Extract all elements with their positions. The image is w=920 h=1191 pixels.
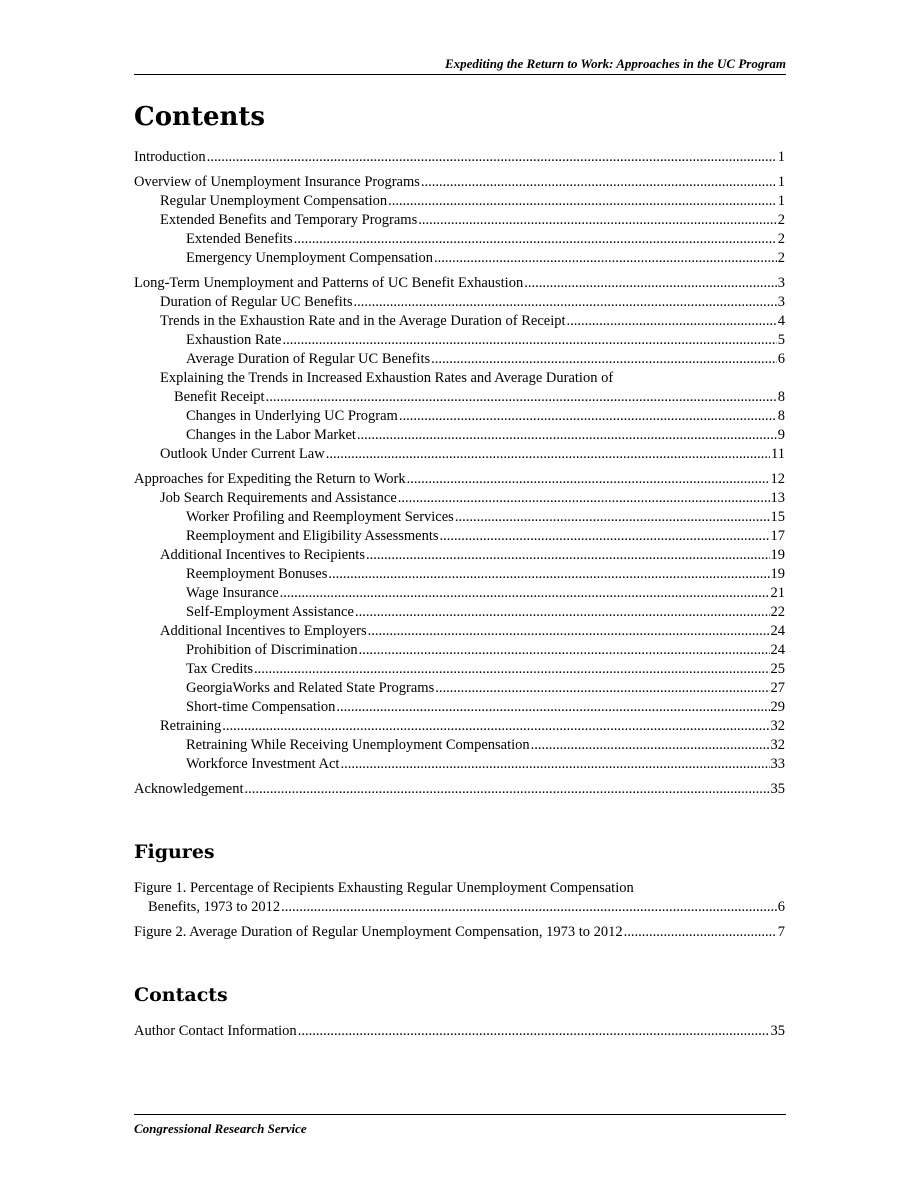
toc-entry[interactable]: Reemployment Bonuses ..... 19 xyxy=(134,565,785,584)
page-number: 9 xyxy=(777,427,785,443)
toc-entry[interactable]: Extended Benefits and Temporary Programs ..... 2 xyxy=(134,211,785,230)
page-number: 2 xyxy=(777,231,785,247)
page-number: 6 xyxy=(777,351,785,367)
document-body xyxy=(134,100,785,1041)
toc-entry[interactable]: Self-Employment Assistance ..... 22 xyxy=(134,603,785,622)
toc-entry[interactable]: Trends in the Exhaustion Rate and in the Average Duration of Receipt ..... 4 xyxy=(134,312,785,331)
page-number: 3 xyxy=(777,275,785,291)
page-number: 33 xyxy=(770,756,785,772)
toc-entry[interactable]: Exhaustion Rate ..... 5 xyxy=(134,331,785,350)
toc-entry[interactable]: Approaches for Expediting the Return to Work ..... 12 xyxy=(134,470,785,489)
page-number: 8 xyxy=(777,389,785,405)
figure-entry[interactable]: Figure 2. Average Duration of Regular Unemployment Compensation, 1973 to 2012 ..... 7 xyxy=(134,923,785,942)
toc-entry[interactable]: Changes in the Labor Market ..... 9 xyxy=(134,426,785,445)
toc-entry[interactable]: Short-time Compensation ..... 29 xyxy=(134,698,785,717)
running-header: Expediting the Return to Work: Approaches in the UC Program xyxy=(134,56,786,75)
page-number: 13 xyxy=(770,490,785,506)
contacts-heading: Contacts xyxy=(134,984,228,1006)
page-number: 1 xyxy=(777,174,785,190)
toc-entry[interactable]: Additional Incentives to Recipients ..... 19 xyxy=(134,546,785,565)
toc-entry[interactable]: Retraining While Receiving Unemployment Compensation ..... 32 xyxy=(134,736,785,755)
contents-list xyxy=(134,148,785,799)
toc-entry[interactable]: Additional Incentives to Employers ..... 24 xyxy=(134,622,785,641)
toc-entry[interactable]: Long-Term Unemployment and Patterns of UC Benefit Exhaustion ..... 3 xyxy=(134,274,785,293)
contact-entry[interactable]: Author Contact Information ..... 35 xyxy=(134,1022,785,1041)
page-number: 19 xyxy=(770,547,785,563)
toc-entry[interactable]: Changes in Underlying UC Program ..... 8 xyxy=(134,407,785,426)
toc-entry[interactable]: Duration of Regular UC Benefits ..... 3 xyxy=(134,293,785,312)
page-number: 7 xyxy=(777,924,785,940)
toc-entry[interactable]: Introduction ..... 1 xyxy=(134,148,785,167)
page-number: 25 xyxy=(770,661,785,677)
toc-entry[interactable]: Worker Profiling and Reemployment Services ..... 15 xyxy=(134,508,785,527)
page-number: 19 xyxy=(770,566,785,582)
toc-entry[interactable]: Overview of Unemployment Insurance Programs ..... 1 xyxy=(134,173,785,192)
page-number: 4 xyxy=(777,313,785,329)
toc-entry[interactable]: Outlook Under Current Law ..... 11 xyxy=(134,445,785,464)
page-number: 1 xyxy=(777,193,785,209)
toc-entry[interactable]: Extended Benefits ..... 2 xyxy=(134,230,785,249)
figures-list xyxy=(134,879,785,942)
toc-entry[interactable]: Average Duration of Regular UC Benefits ..... 6 xyxy=(134,350,785,369)
page-number: 27 xyxy=(770,680,785,696)
toc-entry[interactable]: GeorgiaWorks and Related State Programs ..... 27 xyxy=(134,679,785,698)
page-number: 12 xyxy=(770,471,785,487)
contacts-list xyxy=(134,1022,785,1041)
page-number: 8 xyxy=(777,408,785,424)
page-number: 5 xyxy=(777,332,785,348)
page-number: 35 xyxy=(770,1023,785,1039)
figure-entry[interactable]: Figure 1. Percentage of Recipients Exhausting Regular Unemployment Compensation Benefits, 1973 to 2012 ..... 6 xyxy=(134,879,785,917)
toc-entry[interactable]: Wage Insurance ..... 21 xyxy=(134,584,785,603)
page-number: 2 xyxy=(777,250,785,266)
running-footer: Congressional Research Service xyxy=(134,1114,786,1137)
toc-entry[interactable]: Job Search Requirements and Assistance ..... 13 xyxy=(134,489,785,508)
toc-entry[interactable]: Regular Unemployment Compensation ..... 1 xyxy=(134,192,785,211)
toc-entry[interactable]: Tax Credits ..... 25 xyxy=(134,660,785,679)
toc-entry[interactable]: Reemployment and Eligibility Assessments ..... 17 xyxy=(134,527,785,546)
page-number: 32 xyxy=(770,737,785,753)
page-number: 2 xyxy=(777,212,785,228)
page-number: 11 xyxy=(771,446,785,462)
page-number: 35 xyxy=(770,781,785,797)
toc-entry[interactable]: Explaining the Trends in Increased Exhaustion Rates and Average Duration of Benefit Receipt ..... 8 xyxy=(134,369,785,407)
page-number: 15 xyxy=(770,509,785,525)
page-number: 3 xyxy=(777,294,785,310)
page-number: 32 xyxy=(770,718,785,734)
toc-entry[interactable]: Emergency Unemployment Compensation ..... 2 xyxy=(134,249,785,268)
toc-entry[interactable]: Acknowledgement ..... 35 xyxy=(134,780,785,799)
toc-entry[interactable]: Prohibition of Discrimination ..... 24 xyxy=(134,641,785,660)
page-number: 6 xyxy=(777,899,785,915)
page-number: 24 xyxy=(770,642,785,658)
toc-entry[interactable]: Workforce Investment Act ..... 33 xyxy=(134,755,785,774)
page-number: 22 xyxy=(770,604,785,620)
contents-heading: Contents xyxy=(134,102,266,132)
figures-heading: Figures xyxy=(134,841,215,863)
page-number: 29 xyxy=(770,699,785,715)
toc-entry[interactable]: Retraining ..... 32 xyxy=(134,717,785,736)
page-number: 1 xyxy=(777,149,785,165)
page-number: 24 xyxy=(770,623,785,639)
page-number: 17 xyxy=(770,528,785,544)
page-number: 21 xyxy=(770,585,785,601)
